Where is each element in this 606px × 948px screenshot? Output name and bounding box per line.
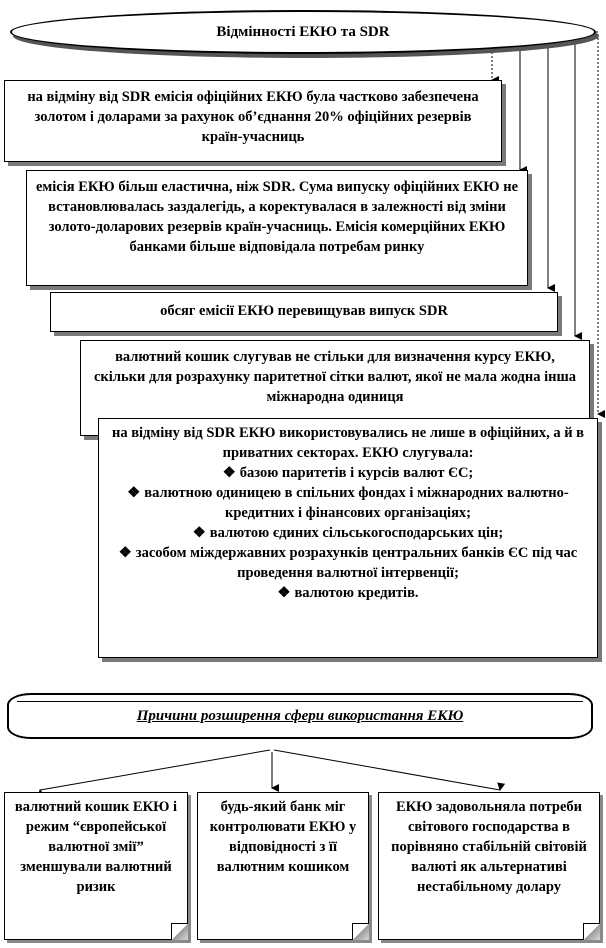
title-oval bbox=[10, 10, 596, 54]
reasons-title: Причини розширення сфери використання ЕКЮ bbox=[136, 707, 464, 724]
usage-bullet-1 bbox=[107, 463, 589, 483]
difference-text-3: обсяг емісії ЕКЮ перевищував випуск SDR bbox=[160, 303, 448, 319]
usage-bullet-3 bbox=[107, 523, 589, 543]
difference-text-2: емісія ЕКЮ більш еластична, ніж SDR. Сума випуску офіційних ЕКЮ не встановлювалась заздалегідь, а коректувалася в залежності від зміни золото-доларових резервів країн-учасниць. Емісія комерційних ЕКЮ банками більше відповідала потребам ринку bbox=[35, 179, 519, 255]
usage-bullet-text-4: засобом міждержавних розрахунків центральних банків ЄС під час проведення валютної інтервенції; bbox=[135, 545, 578, 581]
reasons-title-banner bbox=[7, 693, 593, 739]
diagram-title: Відмінності ЕКЮ та SDR bbox=[216, 23, 390, 40]
bullet-diamond-icon: ❖ bbox=[277, 585, 291, 601]
usage-bullet-2 bbox=[107, 483, 589, 523]
usage-bullet-4 bbox=[107, 543, 589, 583]
difference-box-3 bbox=[50, 292, 558, 332]
reason-text-2: будь-який банк міг контролювати ЕКЮ у відповідності з її валютним кошиком bbox=[209, 799, 357, 875]
reason-card-1 bbox=[4, 792, 188, 940]
difference-box-1 bbox=[4, 80, 502, 162]
difference-text-4: валютний кошик слугував не стільки для визначення курсу ЕКЮ, скільки для розрахунку паритетної сітки валют, якої не мала жодна інша міжнародна одиниця bbox=[94, 349, 576, 405]
bullet-diamond-icon: ❖ bbox=[127, 485, 141, 501]
arrow-to-reason-1 bbox=[40, 750, 270, 790]
difference-text-1: на відміну від SDR емісія офіційних ЕКЮ була частково забезпечена золотом і доларами за рахунок об’єднання 20% офіційних резервів країн-учасниць bbox=[27, 89, 479, 145]
arrow-to-reason-3 bbox=[274, 750, 500, 790]
usage-bullet-text-1: базою паритетів і курсів валют ЄС; bbox=[239, 465, 474, 481]
reason-card-2 bbox=[197, 792, 369, 940]
usage-bullet-text-2: валютною одиницею в спільних фондах і міжнародних валютно-кредитних і фінансових організаціях; bbox=[144, 485, 569, 521]
usage-box bbox=[98, 418, 598, 658]
reason-card-3 bbox=[378, 792, 600, 940]
bullet-diamond-icon: ❖ bbox=[222, 465, 236, 481]
usage-intro: на відміну від SDR ЕКЮ використовувались не лише в офіційних, а й в приватних секторах. ЕКЮ слугувала: bbox=[111, 425, 585, 461]
reason-text-1: валютний кошик ЕКЮ і режим “європейської валютної змії” зменшували валютний ризик bbox=[14, 799, 178, 895]
arrow-to-usage-box bbox=[592, 32, 598, 414]
difference-box-2 bbox=[26, 170, 528, 286]
bullet-diamond-icon: ❖ bbox=[118, 545, 132, 561]
bullet-diamond-icon: ❖ bbox=[192, 525, 206, 541]
usage-bullet-text-5: валютою кредитів. bbox=[294, 585, 419, 601]
usage-bullet-text-3: валютою єдиних сільськогосподарських цін; bbox=[209, 525, 504, 541]
usage-bullet-5 bbox=[107, 583, 589, 603]
reason-text-3: ЕКЮ задовольняла потреби світового господарства в порівняно стабільній світовій валюті як альтернативі нестабільному долару bbox=[391, 799, 587, 895]
